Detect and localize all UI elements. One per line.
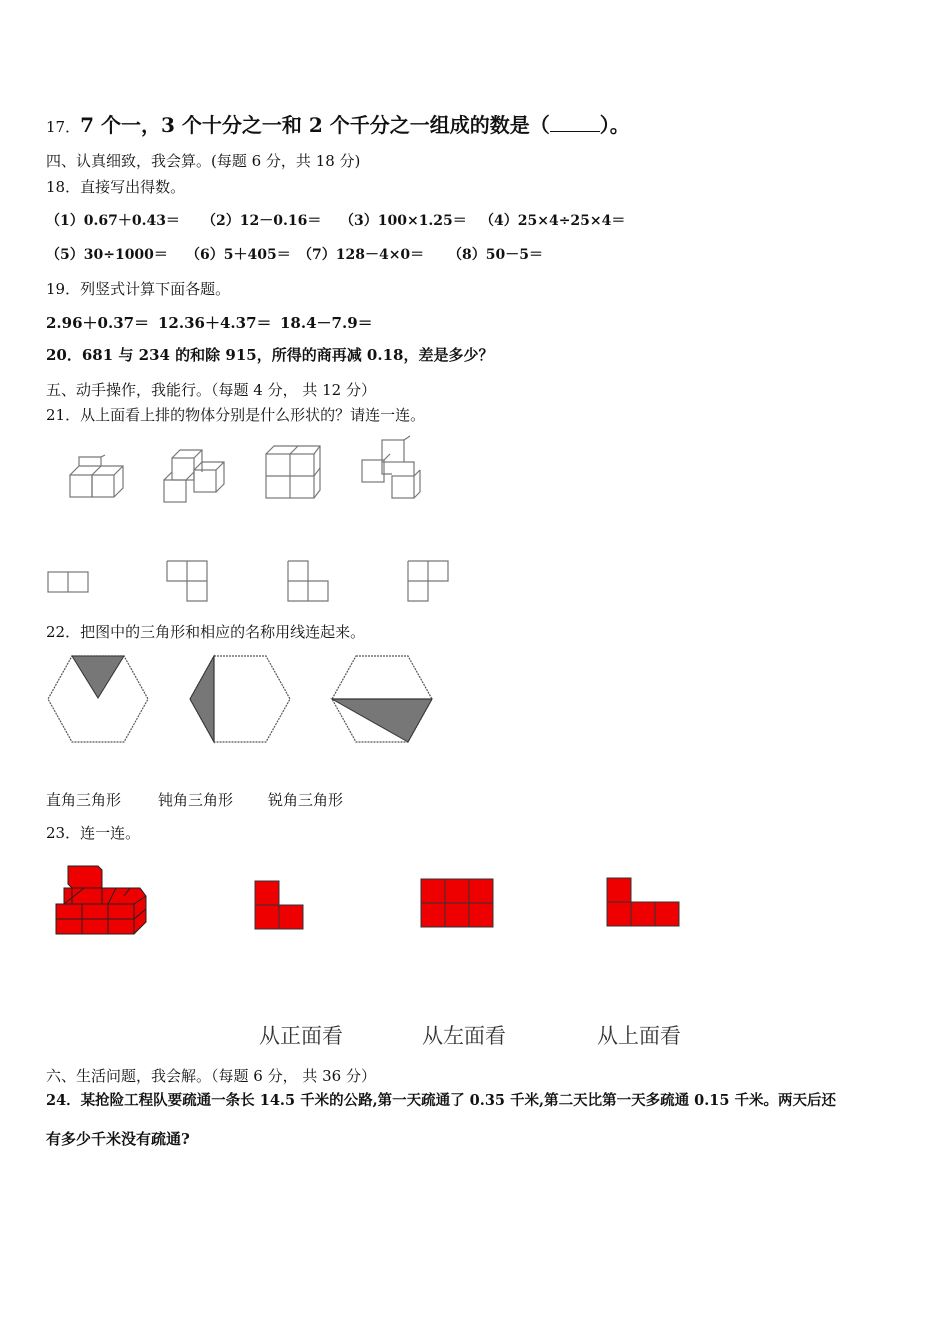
- q24-line-1: 24．某抢险工程队要疏通一条长 14.5 千米的公路,第一天疏通了 0.35 千米,第二天比第一天多疏通 0.15 千米。两天后还: [46, 1092, 837, 1109]
- top-view-1: [47, 570, 91, 594]
- q19-item: 18.4－7.9＝: [280, 314, 373, 332]
- q21-title: 21．从上面看上排的物体分别是什么形状的？请连一连。: [46, 406, 426, 424]
- q18-row-1: [46, 210, 625, 230]
- view-label-top: 从上面看: [597, 1024, 681, 1048]
- q18-item: （2）12－0.16＝: [202, 213, 322, 229]
- triangle-name: 直角三角形: [46, 791, 122, 809]
- cube-figure-4: [358, 436, 424, 502]
- red-view-long-l: [605, 876, 681, 928]
- top-view-4: [406, 559, 452, 603]
- view-label-front: 从正面看: [259, 1024, 343, 1048]
- red-view-l-shape: [253, 879, 305, 931]
- q18-item: （4）25×4÷25×4＝: [480, 213, 626, 229]
- q23-title: 23．连一连。: [46, 824, 141, 842]
- triangle-name: 锐角三角形: [268, 791, 344, 809]
- q19-item: 2.96＋0.37＝: [46, 314, 150, 332]
- q18-title: 18．直接写出得数。: [46, 178, 186, 196]
- cube-figure-3: [262, 446, 322, 502]
- question-20: 20．681 与 234 的和除 915，所得的商再减 0.18，差是多少？: [46, 346, 494, 364]
- section-5-heading: 五、动手操作，我能行。（每题 4 分， 共 12 分）: [46, 381, 376, 399]
- answer-blank[interactable]: [550, 115, 600, 132]
- red-view-grid: [419, 877, 495, 929]
- q18-item: （3）100×1.25＝: [340, 213, 467, 229]
- hexagon-obtuse-triangle: [188, 654, 292, 746]
- top-view-3: [286, 559, 332, 603]
- cube-figure-2: [160, 442, 226, 504]
- hexagon-acute-triangle: [330, 654, 434, 746]
- q19-item: 12.36＋4.37＝: [158, 314, 272, 332]
- q18-item: （6）5＋405＝: [186, 247, 291, 263]
- view-label-left: 从左面看: [422, 1024, 506, 1048]
- red-cube-solid: [54, 864, 150, 938]
- q19-title: 19．列竖式计算下面各题。: [46, 280, 231, 298]
- triangle-name: 钝角三角形: [158, 791, 234, 809]
- hexagon-right-triangle: [46, 654, 150, 746]
- q18-row-2: [46, 244, 543, 264]
- question-17: [46, 112, 630, 140]
- q18-item: （1）0.67＋0.43＝: [46, 213, 180, 229]
- q19-items: [46, 312, 373, 333]
- q17-end: ）。: [599, 113, 630, 137]
- q22-title: 22．把图中的三角形和相应的名称用线连起来。: [46, 623, 366, 641]
- q17-number: 17．: [46, 118, 81, 136]
- q18-item: （7）128－4×0＝: [298, 247, 425, 263]
- top-view-2: [165, 559, 211, 603]
- section-4-heading: 四、认真细致，我会算。(每题 6 分，共 18 分): [46, 152, 361, 170]
- q18-item: （8）50－5＝: [448, 247, 543, 263]
- q17-text: 7 个一，3 个十分之一和 2 个千分之一组成的数是（: [80, 113, 550, 137]
- section-6-heading: 六、生活问题，我会解。（每题 6 分， 共 36 分）: [46, 1067, 376, 1085]
- cube-figure-1: [65, 455, 125, 500]
- q22-names: [46, 789, 343, 810]
- q24-line-2: 有多少千米没有疏通?: [46, 1130, 190, 1148]
- q18-item: （5）30÷1000＝: [46, 247, 168, 263]
